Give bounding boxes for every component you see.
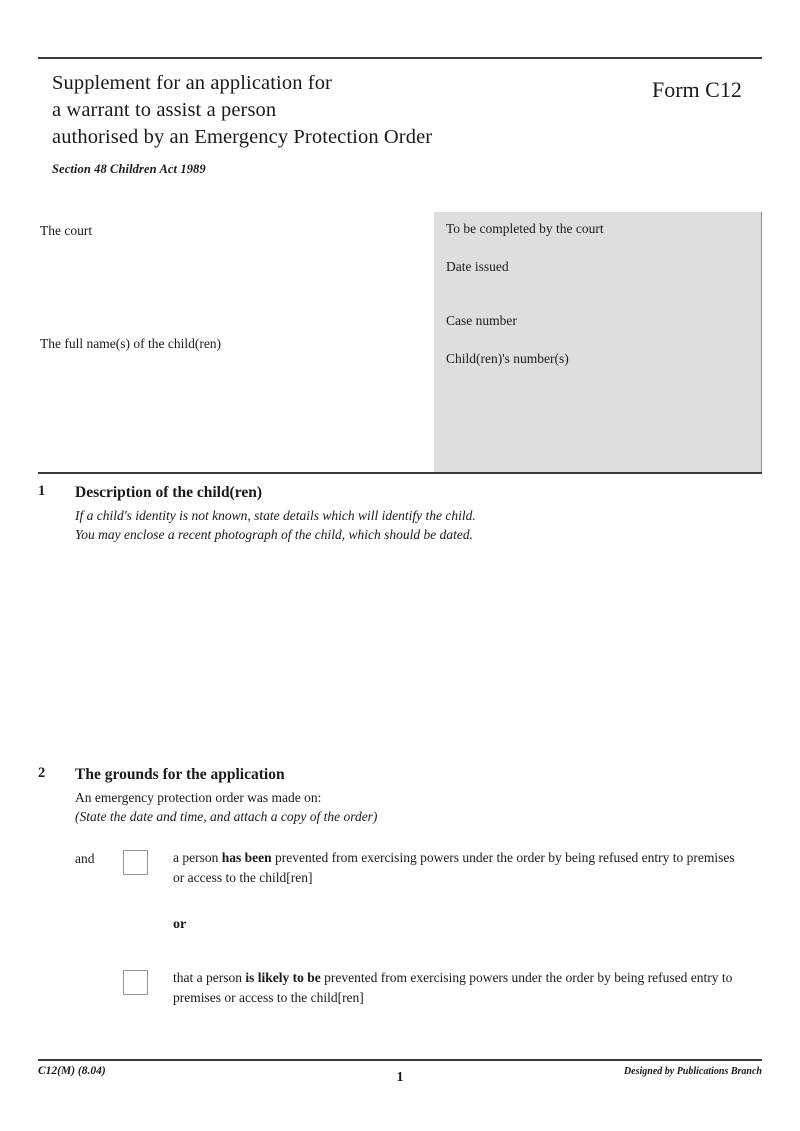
and-label: and bbox=[75, 851, 95, 866]
section-1-number: 1 bbox=[38, 483, 46, 499]
section-2-number: 2 bbox=[38, 765, 46, 781]
child-names-label: The full name(s) of the child(ren) bbox=[40, 336, 222, 351]
section-1-note-line-2: You may enclose a recent photograph of the child, which should be dated. bbox=[75, 527, 473, 542]
grounds-option-2-text-bold: is likely to be bbox=[245, 970, 321, 985]
section-2-order-made-line: An emergency protection order was made on: bbox=[75, 790, 322, 805]
section-1-body bbox=[75, 483, 762, 544]
form-title-line-1: Supplement for an application for bbox=[52, 72, 332, 94]
page-number: 1 bbox=[396, 1070, 404, 1085]
statute-reference: Section 48 Children Act 1989 bbox=[52, 162, 206, 176]
grounds-option-2-text-before: that a person bbox=[173, 970, 246, 985]
form-title bbox=[52, 70, 572, 151]
grounds-option-2-checkbox[interactable] bbox=[123, 970, 148, 995]
section-2-body bbox=[75, 765, 762, 826]
section-1-note-line-1: If a child's identity is not known, state details which will identify the child. bbox=[75, 508, 476, 523]
grounds-option-2-text-after: prevented from exercising powers under the order by being refused entry to premises or access to the child[ren] bbox=[173, 970, 733, 1005]
grounds-option-1-text bbox=[173, 848, 743, 888]
section-1-heading: Description of the child(ren) bbox=[75, 484, 262, 501]
grounds-option-2-text bbox=[173, 968, 743, 1008]
header-rule bbox=[38, 57, 762, 59]
section-2-heading: The grounds for the application bbox=[75, 766, 285, 783]
grounds-option-1-text-before: a person bbox=[173, 850, 222, 865]
date-issued-label: Date issued bbox=[446, 259, 509, 274]
or-label: or bbox=[173, 917, 187, 932]
court-label: The court bbox=[40, 223, 93, 238]
case-number-label: Case number bbox=[446, 313, 517, 328]
section-description-of-children bbox=[38, 483, 762, 544]
grounds-option-1-text-bold: has been bbox=[221, 850, 272, 865]
section-grounds-for-application bbox=[38, 765, 762, 826]
section-2-note-line: (State the date and time, and attach a copy of the order) bbox=[75, 809, 378, 824]
children-number-label: Child(ren)'s number(s) bbox=[446, 351, 569, 366]
section-divider-rule bbox=[38, 472, 762, 474]
court-use-panel bbox=[434, 212, 762, 473]
court-details-box bbox=[38, 212, 762, 473]
grounds-option-1-checkbox[interactable] bbox=[123, 850, 148, 875]
footer-credit: Designed by Publications Branch bbox=[623, 1066, 762, 1077]
footer-form-code: C12(M) (8.04) bbox=[38, 1065, 106, 1077]
form-title-line-3: authorised by an Emergency Protection Order bbox=[52, 126, 433, 148]
footer-rule bbox=[38, 1059, 762, 1061]
court-use-heading: To be completed by the court bbox=[446, 221, 604, 236]
form-header bbox=[52, 70, 752, 177]
form-title-line-2: a warrant to assist a person bbox=[52, 99, 277, 121]
form-id: Form C12 bbox=[652, 77, 742, 102]
grounds-option-1-text-after: prevented from exercising powers under the order by being refused entry to premises or access to the child[ren] bbox=[173, 850, 735, 885]
court-details-left-panel bbox=[38, 212, 434, 473]
page-footer bbox=[38, 1065, 762, 1087]
